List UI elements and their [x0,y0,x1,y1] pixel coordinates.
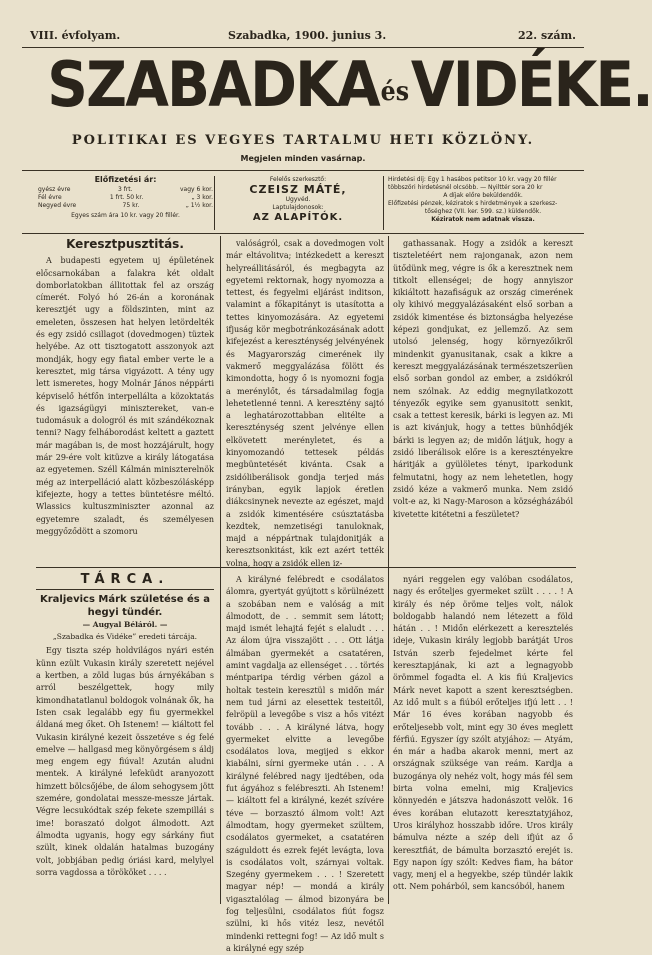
masthead-right: VIDÉKE. [410,48,652,121]
subscription-title: Előfizetési ár: [94,175,157,184]
publication-schedule: Megjelen minden vasárnap. [240,154,366,163]
article-text: A budapesti egyetem uj épületének előcsarnokában a falakra két oldalt domborlatokban állitottak fel az ország címerét. Folyó hó 26-án a koronának keresztjét ugy a földszinten, mint az emeleten, összesen hat helyen letördelték és egy zsidó csillagot (dovedmogen) tüztek helyébe. Az ott tisztogatott asszonyok azt mondják, hogy egy fiatal ember verte le a keresztet, mig társa vigyázott. A tény ugy lett ismeretes, hogy Molnár János néppárti képviselő hétfőn interpellálta a közoktatás és igazságügyi minisztereket, van-e tudomásuk a dologról és mit szándékoznak tenni? Nagy felháborodást keltett a gaztett már magában is, de most hozzájárult, hogy már 29-ére volt kitüzve a király látogatása az egyetemen. Széll Kálmán miniszterelnök még az interpelláció alatt közbeszólásképp kifejezte, hogy a tettes büntetésre méltó. Wlassics kultuszminiszter azonnal az egyetemre szaladt, és személyesen meggyőződött a szomoru [36,256,214,536]
header-rule-mid [22,170,584,171]
volume-label: VIII. évfolyam. [30,29,121,42]
section-rule [36,567,576,568]
editor-place: Ugyvéd. [285,196,311,203]
masthead-mid: és [380,77,410,107]
owners-role: Laptulajdonosok: [272,204,324,211]
masthead-left: SZABADKA [47,48,379,121]
feuilleton-column-2 [226,574,384,953]
feuilleton-column-3 [393,574,573,900]
subscription-row: gyész évre 3 frt. vagy 6 kor. [38,186,213,193]
column-divider [220,236,221,904]
info-divider [383,176,384,230]
story-text: A királyné felébredt e csodálatos álomra, gyertyát gyújtott s körülnézett a szobában nem e valóság a mit álmodott, de . . semmit sem látott; majd ismét lehajtá fejét s elaludt . . . Az álom újra visszajött . . . Ott látja álmában gyermekét a csatatéren, amint vagdalja az ellenséget . . . törtés méntparipa térdig vérben gázol a holtak testein keresztül s midőn már nem tud járni az elesettek testeitől, felröpül a levegőbe s visz a hős vitézt tovább . . . A királyné látva, hogy gyermeket elvitte a levegőbe csodálatos lova, megijed s ekkor kiabálni, sírni gyermeke után . . . A királyné felébred nagy ijedtében, oda fut ágyához s felébreszti. Ah Istenem! — kiáltott fel a királyné, kezét szívére téve — borzasztó álmom volt! Azt álmodtam, hogy gyermeket szültem, csodálatos gyermeket, a csatatéren száguldott és ezrek fejét levágta, lova is csodálatos volt, szárnyai voltak. Szegény gyermekem . . . ! Szeretett magyar nép! — mondá a király vigasztalólag — álmod bizonyára be fog teljesülni, csodálatos fiút fogsz szülni, ki hős vitéz lesz, nevétől mindenki rettegni fog! — Az idő mult s a királyné egy szép [226,575,384,953]
article-text: gathassanak. Hogy a zsidók a kereszt tiszteletéért nem rajonganak, azon nem ütődünk meg, végre is ők a keresztnek nem titkolt ellenségei; de hogy annyiszor kikiáltott hazafiságuk az ország cimerének oly kihivó meggyalázásaként első sorban a zsidók kimentése és biztonságba helyezése képezi gondjukat, ez jellemző. Az sem utolsó jelenség, hogy környezőikről mindenkit gyanusitanak, csak a kikre a kereszt meggyalázásának természetszerüen első sorban gondol az ember, a zsidókról nem szólnak. Az eddig megnyilatkozott tényezők egyike sem gyanusitott senkit, csak a tettest keresik, bárki is legyen az. Mi is azt kivánjuk, hogy a tettes bünhődjék bárki is legyen az; de midőn látjuk, hogy a zsidó liberálisok előre is a keresztényekre háritják a gyülöletes tényt, iparkodunk felmutatni, hogy az nem lehetetlen, hogy zsidó kéze a vakmerő munka. Nem zsidó volt-e az, ki Nagy-Maroson a községházából kivetette kitétetni a feszületet? [393,239,573,519]
header-info-line [22,29,584,43]
article-column-3 [393,238,573,564]
story-dedication: „Szabadka és Vidéke” eredeti tárcája. [52,632,198,642]
owners-name: AZ ALAPÍTÓK. [252,212,344,223]
header-rule-bottom [22,233,584,234]
article-text: valóságról, csak a dovedmogen volt már eltávolitva; intézkedett a kereszt helyreállitásáról, és megbagyta az egyetemi rektornak, hogy nyomozza a tettest, és fegyelmi eljárást inditson, valamint a főkapitányt is utasította a tettes kinyomozására. Az egyetemi ifjuság kör megbotránkozásának adott kifejezést a kereszténység jelvényének és Magyarország cimerének ily vakmerő meggyalázása fölött és kimondotta, hogy ő is nyomozni fogja a merénylőt, és társadalmilag fogja lehetetlenné tenni. A keresztény sajtó a leghatározottabban elitélte a kereszténység szent jelvénye ellen elkövetett merényletet, és a kinyomozandó tettesek példás megbüntetését kivánta. Csak a zsidóliberálisok gondja terjed más irányban, egyik lapjok éretlen diákcsinynek nevezte az egészet, majd a zsidók kimentésére csúsztatásba kezdtek, nemzetiségi tanuloknak, majd a néppártnak tulajdonitják a keresztsonkitást, kik ezt azért tették volna, hogy a zsidók ellen iz- [226,239,384,568]
editor-name: CZEISZ MÁTÉ, [249,183,347,196]
dateline: Szabadka, 1900. junius 3. [228,29,387,42]
story-author: — Augyal Béláról. — [82,619,168,629]
masthead-title [47,48,652,121]
tarca-heading: TÁRCA. [80,572,170,587]
story-text: nyári reggelen egy valóban csodálatos, nagy és erőteljes gyermeket szült . . . . ! A király és nép öröme teljes volt, nálok boldogabb halandó nem létezett a föld hátán . . ! Midőn elérkezett a keresztelés ideje, Vukasin király legjobb barátját Uros István szerb fejedelmet kérte fel keresztapjának, ki azt a legnagyobb örömmel fogadta el. A kis fiú Kraljevics Márk nevet kapott a szent keresztségben. Az idő mult s a fiúból erőteljes ifjú lett . . ! Már 16 éves korában nagyobb és erőteljesebb volt, mint egy 30 éves meglett férfiú. Egyszer így szólt atyjához: — Atyám, én már a hadba akarok menni, mert az országnak szüksége van reám. Kardja a buzogánya oly nehéz volt, hogy más fél sem birta volna emelni, mig Kraljevics könnyedén e játszva hadonászott velök. 16 éves korában elutazott keresztatyjához, Uros királyhoz hosszabb időre. Uros király bámulva nézte a szép deli ifjút az ő keresztfiát, de bámulta borzasztó erejét is. Egy napon így szólt: Kedves fiam, ha bátor vagy, menj el a hegyekbe, szép tündér lakik ott. Nem pohárból, sem kancsóból, hanem [393,575,573,892]
subscription-row: Negyed évre 75 kr. „ 1½ kor. [38,202,213,209]
article-column-2 [226,238,384,568]
info-divider [214,176,215,230]
article-column-1 [36,238,214,564]
editor-role: Felelős szerkesztő: [269,176,327,183]
feuilleton-column-1 [36,574,214,900]
subscription-row: Fél évre 1 frt. 50 kr. „ 3 kor. [38,194,213,201]
issue-number: 22. szám. [517,29,576,42]
article-title: Keresztpusztitás. [66,237,184,251]
column-divider [388,236,389,904]
single-issue-price: Egyes szám ára 10 kr. vagy 20 fillér. [71,212,180,219]
subtitle: POLITIKAI ES VEGYES TARTALMU HETI KÖZLÖNY. [71,133,535,148]
ads-box: Hirdetési díj: Egy 1 hasábos petitsor 10 kr. vagy 20 fillér többszöri hirdetésnél olcsóbb. — Nyilttér sora 20 kr A díjak előre beküldendők. Előfizetési pénzek, kéziratok s hirdetmények a szerkesz- tőséghez (VII. ker. 599. sz.) küldendők. Kéziratok nem adatnak vissza. [388,176,558,223]
editors-box [218,176,378,232]
subscription-box [38,176,213,232]
story-text: Egy tiszta szép holdvilágos nyári estén künn ezült Vukasin király szeretett nejével a kertben, a zöld lugas bús árnyékában s arról beszélgettek, hogy mily kimondhatatlanul boldogok volnának ők, ha Isten csak legalább egy fiu gyermekkel áldaná meg őket. Oh Istenem! — kiáltott fel Vukasin királyné kezeit összetéve s ég felé emelve — hallgasd meg könyörgésem s áldj meg engem egy fiúval! Azután aludni mentek. A királyné lefeküdt aranyozott himzett bölcsőjébe, de álom sehogysem jött szemére, gondolatai messze-messze jártak. Végre lecsukódtak szép fekete szempillái s ime! boraszató dolgot álmodott. Azt álmodta ugyanis, hogy egy sárkány fiut szült, kinek oldalán hatalmas buzogány volt, jobbjában pedig óriási kard, melylyel sorra vagdossa a törököket . . . . [36,646,214,877]
story-title: Kraljevics Márk születése és a hegyi tündér. [40,594,210,618]
